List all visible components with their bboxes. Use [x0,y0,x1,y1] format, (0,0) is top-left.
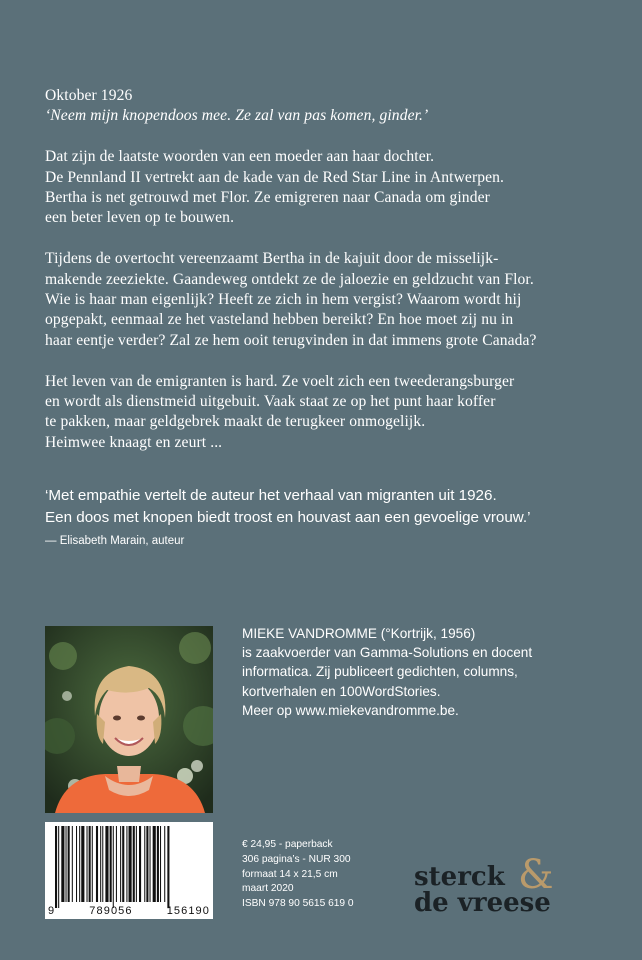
blurb-date: Oktober 1926 [45,87,133,104]
blurb-paragraph-2 [45,249,625,351]
author-website-line: Meer op www.miekevandromme.be. [242,702,459,718]
author-photo [45,626,213,813]
logo-word-1: sterck [414,862,505,892]
format-line: formaat 14 x 21,5 cm [242,868,338,880]
isbn-barcode [45,822,213,919]
barcode-bar [129,826,132,902]
barcode-bar [122,826,124,902]
blurb-line: haar eentje verder? Zal ze hem ooit terugvinden in dat immens grote Canada? [45,331,537,349]
barcode-bar [72,826,73,902]
blurb-line: Heimwee knaagt en zeurt ... [45,433,223,451]
blurb-line: Dat zijn de laatste woorden van een moeder aan haar dochter. [45,148,435,166]
barcode-bar [55,826,57,908]
barcode-bar [110,826,112,902]
barcode-bar [68,826,70,902]
blurb-line: een beter leven op te bouwen. [45,209,235,227]
barcode-digit-group: 789056 [89,905,133,917]
review-quote [45,485,625,549]
barcode-bar [157,826,159,902]
pages-line: 306 pagina’s - NUR 300 [242,853,351,865]
barcode-bar [116,826,117,902]
blurb-paragraph-3 [45,372,625,454]
author-bio-line: kortverhalen en 100WordStories. [242,683,441,699]
blurb-line: en wordt als dienstmeid uitgebuit. Vaak staat ze op het punt haar koffer [45,393,496,411]
blurb-line: opgepakt, eenmaal ze het vasteland hebben bereikt? En hoe moet zij nu in [45,311,514,329]
barcode-bar [113,826,114,908]
barcode-bar [146,826,148,902]
barcode-bar [150,826,151,902]
logo-ampersand: & [518,852,554,898]
blurb-line: De Pennland II vertrekt aan de kade van de Red Star Line in Antwerpen. [45,168,505,186]
barcode-bar [81,826,84,902]
publication-info [242,838,412,912]
barcode-digit-group: 9 [48,905,56,917]
author-bio [242,624,622,720]
barcode-bar [76,826,77,902]
blurb-line: te pakken, maar geldgebrek maakt de terugkeer onmogelijk. [45,413,426,431]
author-portrait-illustration [45,626,213,813]
barcode-bar [153,826,156,902]
barcode-bar [136,826,137,902]
barcode-bar [133,826,135,902]
barcode-digit-group: 156190 [166,905,210,917]
barcode-bar [87,826,88,902]
review-line: ‘Met empathie vertelt de auteur het verhaal van migranten uit 1926. [45,487,497,504]
barcode-digits [48,905,210,917]
blurb-opening-quote: ‘Neem mijn knopendoos mee. Ze zal van pas komen, ginder.’ [45,107,429,125]
barcode-bar [160,826,161,902]
barcode-bar [139,826,141,902]
blurb-line: makende zeeziekte. Gaandeweg ontdekt ze de jaloezie en geldzucht van Flor. [45,270,534,288]
barcode-bar [167,826,169,908]
publisher-logo [414,852,594,922]
isbn-line: ISBN 978 90 5615 619 0 [242,898,354,910]
author-bio-line: MIEKE VANDROMME (°Kortrijk, 1956) [242,626,476,641]
barcode-bar [92,826,93,902]
barcode-bar [79,826,80,902]
author-bio-line: informatica. Zij publiceert gedichten, columns, [242,664,518,680]
barcode-bar [66,826,67,902]
author-bio-line: is zaakvoerder van Gamma-Solutions en docent [242,645,533,661]
blurb-line: Het leven van de emigranten is hard. Ze voelt zich een tweederangsburger [45,372,515,390]
blurb-paragraph-1 [45,147,625,229]
barcode-bar [164,826,165,902]
barcode-bar [105,826,108,902]
barcode-bar [102,826,103,902]
barcode-bar [100,826,101,902]
barcode-bar [120,826,121,902]
barcode-bar [96,826,98,902]
review-author: — Elisabeth Marain, auteur [45,535,185,547]
review-line: Een doos met knopen biedt troost en houvast aan een gevoelige vrouw.’ [45,509,531,526]
barcode-bar [144,826,145,902]
barcode-bar [58,826,59,908]
blurb-line: Wie is haar man eigenlijk? Heeft ze zich in hem vergist? Waarom wordt hij [45,291,522,309]
barcode-bar [61,826,64,902]
barcode-bar [126,826,127,902]
blurb-line: Bertha is net getrouwd met Flor. Ze emigreren naar Canada om ginder [45,189,490,207]
logo-word-2: de vreese [414,888,551,918]
price-line: € 24,95 - paperback [242,839,333,850]
blurb-line: Tijdens de overtocht vereenzaamt Bertha in de kajuit door de misselijk- [45,250,499,268]
barcode-bar [89,826,91,902]
back-cover-blurb [45,86,625,474]
date-line: maart 2020 [242,883,294,895]
